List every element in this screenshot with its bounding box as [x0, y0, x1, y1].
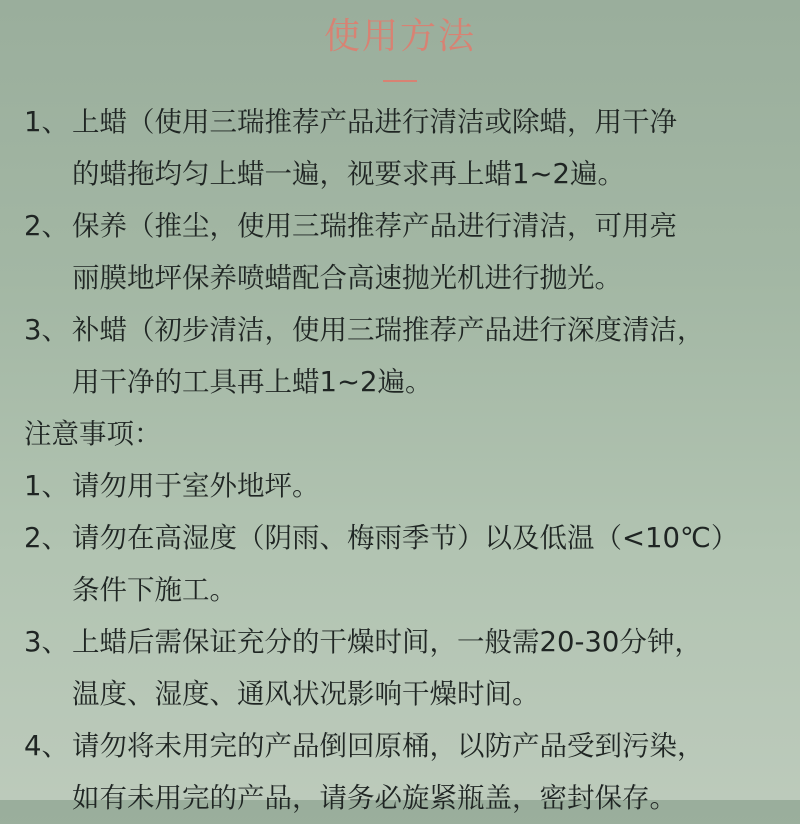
note-item-continuation: 如有未用完的产品，请务必旋紧瓶盖，密封保存。: [72, 782, 677, 814]
note-item: [24, 512, 784, 616]
usage-item-line: [24, 200, 784, 252]
note-item-line: [24, 720, 784, 772]
item-text: 请勿在高湿度（阴雨、梅雨季节）以及低温（<10℃）: [72, 522, 739, 554]
usage-item-continuation: 丽膜地坪保养喷蜡配合高速抛光机进行抛光。: [72, 262, 622, 294]
item-number: 4、: [24, 730, 69, 762]
item-text: 上蜡（使用三瑞推荐产品进行清洁或除蜡，用干净: [72, 106, 677, 138]
item-number: 1、: [24, 106, 69, 138]
usage-item-line: [24, 304, 784, 356]
item-number: 1、: [24, 470, 69, 502]
item-number: 2、: [24, 522, 69, 554]
usage-item: [24, 304, 784, 408]
note-item-continuation: 温度、湿度、通风状况影响干燥时间。: [72, 678, 540, 710]
title-divider: [383, 80, 417, 82]
note-item-line: [24, 616, 784, 668]
note-item: [24, 616, 784, 720]
item-number: 2、: [24, 210, 69, 242]
page-title: 使用方法: [323, 16, 476, 57]
item-text: 请勿将未用完的产品倒回原桶，以防产品受到污染，: [72, 730, 705, 762]
usage-item-continuation: 用干净的工具再上蜡1~2遍。: [72, 366, 433, 398]
note-item-line: [24, 460, 784, 512]
item-text: 请勿用于室外地坪。: [72, 470, 320, 502]
note-item: [24, 460, 784, 512]
notes-heading: 注意事项：: [24, 418, 162, 450]
item-number: 3、: [24, 626, 69, 658]
usage-item-continuation: 的蜡拖均匀上蜡一遍，视要求再上蜡1~2遍。: [72, 158, 626, 190]
usage-item: [24, 96, 784, 200]
item-text: 保养（推尘，使用三瑞推荐产品进行清洁，可用亮: [72, 210, 677, 242]
note-item-line: [24, 512, 784, 564]
instructions-content: [24, 96, 784, 824]
item-text: 上蜡后需保证充分的干燥时间，一般需20-30分钟，: [72, 626, 702, 658]
note-item: [24, 720, 784, 824]
note-item-continuation: 条件下施工。: [72, 574, 237, 606]
usage-item-line: [24, 96, 784, 148]
item-text: 补蜡（初步清洁，使用三瑞推荐产品进行深度清洁，: [72, 314, 705, 346]
item-number: 3、: [24, 314, 69, 346]
usage-item: [24, 200, 784, 304]
